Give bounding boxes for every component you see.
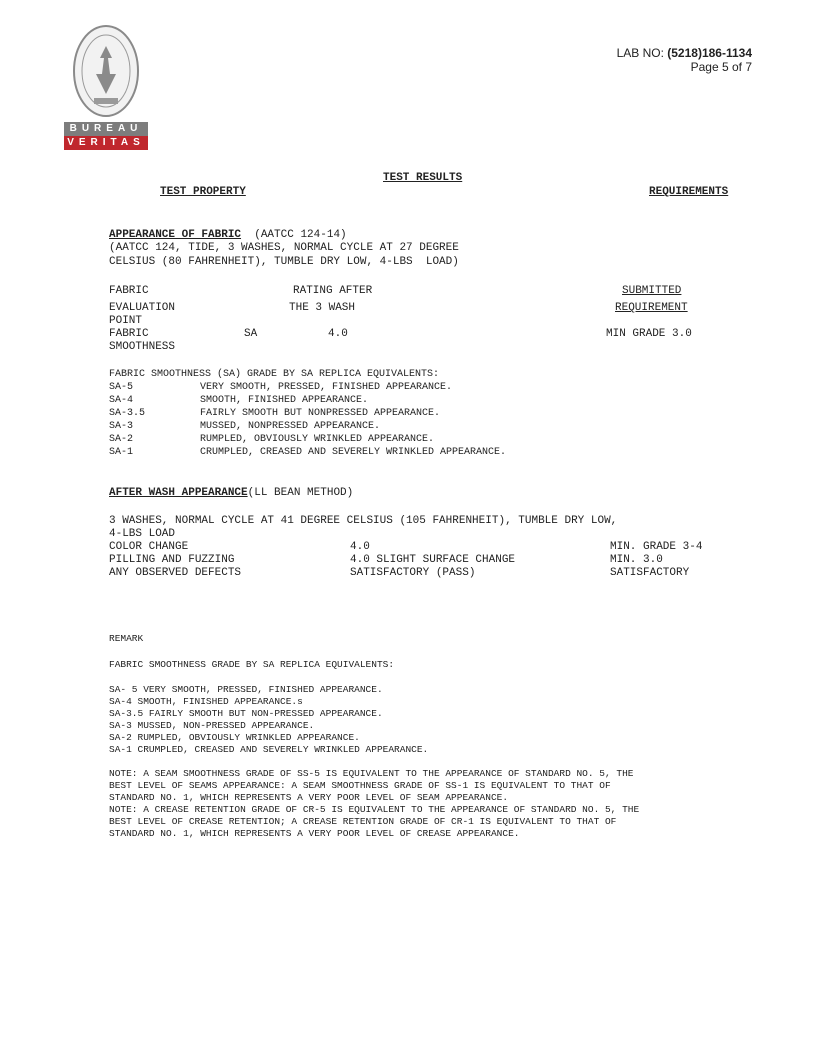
- aw-requirement: MIN. GRADE 3-4: [610, 541, 703, 553]
- remark-item: SA-3 MUSSED, NON-PRESSED APPEARANCE.: [109, 720, 315, 731]
- legend-grade: SA-1: [109, 447, 134, 458]
- test-property-heading: TEST PROPERTY: [160, 186, 246, 198]
- fabric-conditions-line-2: CELSIUS (80 FAHRENHEIT), TUMBLE DRY LOW, 4-LBS LOAD): [109, 256, 459, 268]
- test-results-heading: TEST RESULTS: [383, 172, 463, 184]
- col-head-req-2: REQUIREMENT: [615, 302, 688, 314]
- legend-desc: FAIRLY SMOOTH BUT NONPRESSED APPEARANCE.: [200, 408, 441, 419]
- aw-result: 4.0: [350, 541, 370, 553]
- aw-result: 4.0 SLIGHT SURFACE CHANGE: [350, 554, 516, 566]
- logo-word-veritas: VERITAS: [64, 136, 148, 150]
- page-number: Page 5 of 7: [690, 60, 752, 74]
- after-wash-conditions-2: 4-LBS LOAD: [109, 528, 176, 540]
- aw-property: COLOR CHANGE: [109, 541, 189, 553]
- fabric-conditions-line-1: (AATCC 124, TIDE, 3 WASHES, NORMAL CYCLE AT 27 DEGREE: [109, 242, 459, 254]
- col-head-req-1: SUBMITTED: [622, 285, 682, 297]
- fabric-appearance-title: APPEARANCE OF FABRIC: [109, 229, 242, 241]
- after-wash-conditions-1: 3 WASHES, NORMAL CYCLE AT 41 DEGREE CELSIUS (105 FAHRENHEIT), TUMBLE DRY LOW,: [109, 515, 618, 527]
- remark-note-line: STANDARD NO. 1, WHICH REPRESENTS A VERY POOR LEVEL OF CREASE APPEARANCE.: [109, 828, 520, 839]
- remark-item: SA-3.5 FAIRLY SMOOTH BUT NON-PRESSED APPEARANCE.: [109, 708, 383, 719]
- legend-desc: SMOOTH, FINISHED APPEARANCE.: [200, 395, 369, 406]
- remark-note-line: BEST LEVEL OF SEAMS APPEARANCE: A SEAM SMOOTHNESS GRADE OF SS-1 IS EQUIVALENT TO THAT OF: [109, 780, 611, 791]
- remark-item: SA-1 CRUMPLED, CREASED AND SEVERELY WRINKLED APPEARANCE.: [109, 744, 429, 755]
- remark-item: SA- 5 VERY SMOOTH, PRESSED, FINISHED APPEARANCE.: [109, 684, 383, 695]
- legend-grade: SA-3: [109, 421, 134, 432]
- legend-grade: SA-2: [109, 434, 134, 445]
- remark-note-line: STANDARD NO. 1, WHICH REPRESENTS A VERY POOR LEVEL OF SEAM APPEARANCE.: [109, 792, 509, 803]
- aw-requirement: SATISFACTORY: [610, 567, 690, 579]
- legend-desc: RUMPLED, OBVIOUSLY WRINKLED APPEARANCE.: [200, 434, 435, 445]
- bureau-veritas-logo: [64, 24, 148, 148]
- legend-grade: SA-3.5: [109, 408, 146, 419]
- row-requirement: MIN GRADE 3.0: [606, 328, 692, 340]
- remark-note-line: NOTE: A CREASE RETENTION GRADE OF CR-5 IS EQUIVALENT TO THE APPEARANCE OF STANDARD NO. 5, THE: [109, 804, 640, 815]
- legend-desc: CRUMPLED, CREASED AND SEVERELY WRINKLED APPEARANCE.: [200, 447, 507, 458]
- lab-no-label: LAB NO:: [616, 46, 668, 60]
- seal-icon: [72, 24, 140, 118]
- requirements-heading: REQUIREMENTS: [649, 186, 729, 198]
- remark-item: SA-2 RUMPLED, OBVIOUSLY WRINKLED APPEARANCE.: [109, 732, 360, 743]
- col-head-point-3: POINT: [109, 315, 143, 327]
- lab-header: [617, 46, 752, 74]
- remark-item: SA-4 SMOOTH, FINISHED APPEARANCE.s: [109, 696, 303, 707]
- remark-note-line: NOTE: A SEAM SMOOTHNESS GRADE OF SS-5 IS EQUIVALENT TO THE APPEARANCE OF STANDARD NO. 5, THE: [109, 768, 634, 779]
- col-head-rating-1: RATING AFTER: [293, 285, 373, 297]
- legend-desc: VERY SMOOTH, PRESSED, FINISHED APPEARANCE.: [200, 382, 453, 393]
- aw-property: ANY OBSERVED DEFECTS: [109, 567, 242, 579]
- col-head-rating-2: THE 3 WASH: [289, 302, 356, 314]
- legend-grade: SA-4: [109, 395, 134, 406]
- remark-title: REMARK: [109, 633, 144, 644]
- after-wash-title-line: [109, 487, 353, 500]
- col-head-point-1: FABRIC: [109, 285, 149, 297]
- remark-subtitle: FABRIC SMOOTHNESS GRADE BY SA REPLICA EQUIVALENTS:: [109, 659, 395, 670]
- after-wash-title: AFTER WASH APPEARANCE: [109, 487, 248, 499]
- lab-no-value: (5218)186-1134: [667, 46, 752, 60]
- aw-requirement: MIN. 3.0: [610, 554, 663, 566]
- legend-grade: SA-5: [109, 382, 134, 393]
- legend-title: FABRIC SMOOTHNESS (SA) GRADE BY SA REPLICA EQUIVALENTS:: [109, 369, 440, 380]
- aw-property: PILLING AND FUZZING: [109, 554, 235, 566]
- remark-note-line: BEST LEVEL OF CREASE RETENTION; A CREASE RETENTION GRADE OF CR-1 IS EQUIVALENT TO THAT OF: [109, 816, 617, 827]
- legend-desc: MUSSED, NONPRESSED APPEARANCE.: [200, 421, 381, 432]
- row-point-1: FABRIC: [109, 328, 149, 340]
- row-code: SA: [244, 328, 258, 340]
- col-head-point-2: EVALUATION: [109, 302, 176, 314]
- fabric-appearance-title-line: [109, 229, 347, 242]
- after-wash-method: (LL BEAN METHOD): [247, 487, 354, 499]
- row-rating: 4.0: [328, 328, 348, 340]
- fabric-appearance-method: (AATCC 124-14): [254, 229, 347, 241]
- lab-number: [617, 46, 752, 60]
- logo-word-bureau: BUREAU: [64, 122, 148, 136]
- row-point-2: SMOOTHNESS: [109, 341, 176, 353]
- aw-result: SATISFACTORY (PASS): [350, 567, 476, 579]
